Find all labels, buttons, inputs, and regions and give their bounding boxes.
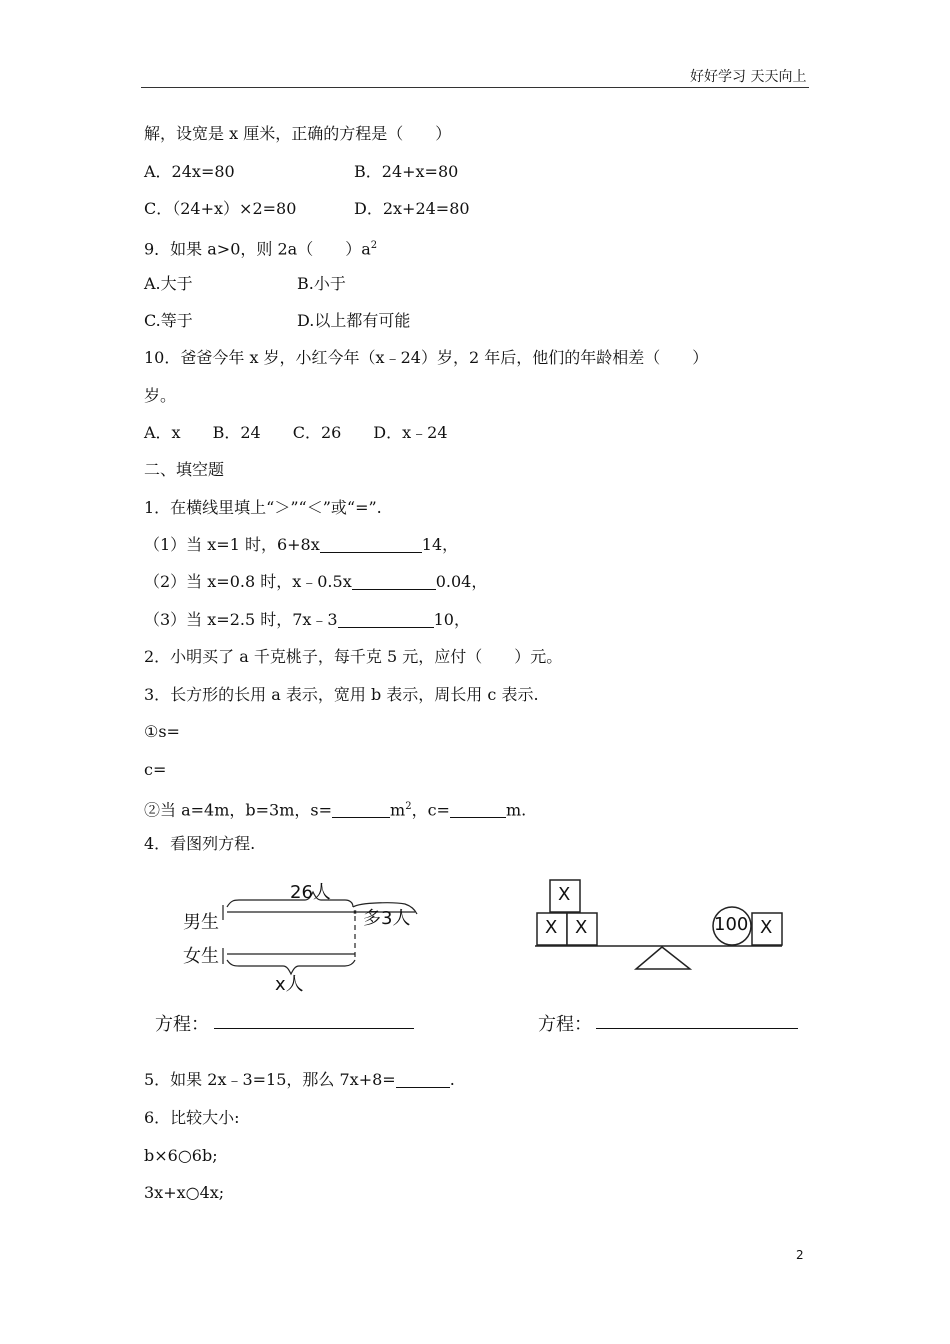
f6: 6．比较大小:	[144, 1108, 240, 1127]
fig1-boys-label: 男生	[183, 912, 219, 933]
f3-2-text: ②当 a=4m，b=3m，s=	[144, 800, 333, 820]
fig1-equation-blank[interactable]	[214, 1028, 414, 1029]
q9-option-a: A.大于	[144, 274, 193, 293]
fig2-equation-label: 方程：	[538, 1014, 592, 1035]
fig2-box-top: X	[558, 884, 571, 905]
fig1-extra-label: 多3人	[363, 908, 411, 929]
q8-option-a: A．24x=80	[144, 162, 235, 181]
q10-stem-cont: 岁。	[144, 386, 177, 405]
fig2-weight: 100	[714, 914, 749, 935]
q10-options: A．x B．24 C．26 D．x﹣24	[144, 423, 448, 442]
page-number: 2	[796, 1248, 804, 1262]
f5-blank[interactable]	[396, 1071, 450, 1088]
header-divider	[141, 87, 809, 88]
fig1-x-label: x人	[275, 974, 304, 995]
f5	[144, 1070, 455, 1090]
f1-item-3	[144, 610, 470, 630]
f1-3-text: （3）当 x=2.5 时，7x﹣3	[144, 610, 338, 629]
q8-option-b: B．24+x=80	[354, 162, 459, 181]
f3-c: c=	[144, 760, 167, 779]
page-header: 好好学习 天天向上	[690, 69, 807, 85]
f3: 3．长方形的长用 a 表示，宽用 b 表示，周长用 c 表示.	[144, 685, 539, 704]
q9-exponent: 2	[370, 240, 378, 251]
q9-option-d: D.以上都有可能	[297, 311, 411, 330]
q10-stem: 10．爸爸今年 x 岁，小红今年（x﹣24）岁，2 年后，他们的年龄相差（ ）	[144, 348, 709, 367]
q9-stem	[144, 236, 377, 259]
section-title-fill-in: 二、填空题	[144, 460, 225, 479]
fig1-girls-label: 女生	[183, 946, 219, 967]
f1-3-blank[interactable]	[338, 611, 434, 628]
f1-item-2	[144, 572, 487, 592]
f3-2-blank-s[interactable]	[332, 801, 390, 818]
fig2-box-middle: X	[575, 917, 588, 938]
f3-2-unit2: m.	[505, 800, 527, 820]
f1-item-1	[144, 535, 458, 555]
f1-1-text: （1）当 x=1 时，6+8x	[144, 535, 320, 554]
q8-stem: 解，设宽是 x 厘米，正确的方程是（ ）	[144, 124, 452, 143]
f5-suffix: .	[449, 1070, 455, 1089]
f5-text: 5．如果 2x﹣3=15，那么 7x+8=	[144, 1070, 396, 1089]
q9-option-b: B.小于	[297, 274, 346, 293]
fig1-equation-label: 方程：	[155, 1014, 209, 1035]
f3-2-unit1: m	[390, 800, 406, 820]
fig2-box-left: X	[545, 917, 558, 938]
fig2-equation-blank[interactable]	[596, 1028, 798, 1029]
f6-item-2: 3x+x○4x;	[144, 1183, 225, 1202]
fig2-box-right: X	[760, 917, 773, 938]
f4: 4．看图列方程.	[144, 834, 256, 853]
f6-item-1: b×6○6b;	[144, 1146, 218, 1165]
figure-balance	[530, 874, 790, 974]
f1-3-suffix: 10，	[433, 610, 470, 629]
f3-s: ①s=	[144, 722, 180, 741]
fig1-total-label: 26人	[290, 882, 331, 903]
f1-1-blank[interactable]	[320, 536, 422, 553]
f1-2-suffix: 0.04，	[435, 572, 488, 591]
f3-2-blank-c[interactable]	[450, 801, 506, 818]
q9-stem-text: 9．如果 a>0，则 2a（ ）a	[144, 239, 371, 259]
f1-2-text: （2）当 x=0.8 时，x﹣0.5x	[144, 572, 352, 591]
f3-part2	[144, 797, 526, 820]
q9-option-c: C.等于	[144, 311, 193, 330]
f1-stem: 1．在横线里填上“＞”“＜”或“=”.	[144, 498, 382, 517]
q8-option-c: C．（24+x）×2=80	[144, 199, 297, 218]
f2: 2．小明买了 a 千克桃子，每千克 5 元，应付（ ）元。	[144, 647, 563, 666]
f3-2-mid: ，c=	[411, 800, 450, 820]
q8-option-d: D．2x+24=80	[354, 199, 470, 218]
f1-1-suffix: 14，	[421, 535, 459, 554]
f3-2-exponent: 2	[405, 801, 412, 812]
figure-segment-diagram	[175, 872, 435, 995]
f1-2-blank[interactable]	[352, 573, 436, 590]
